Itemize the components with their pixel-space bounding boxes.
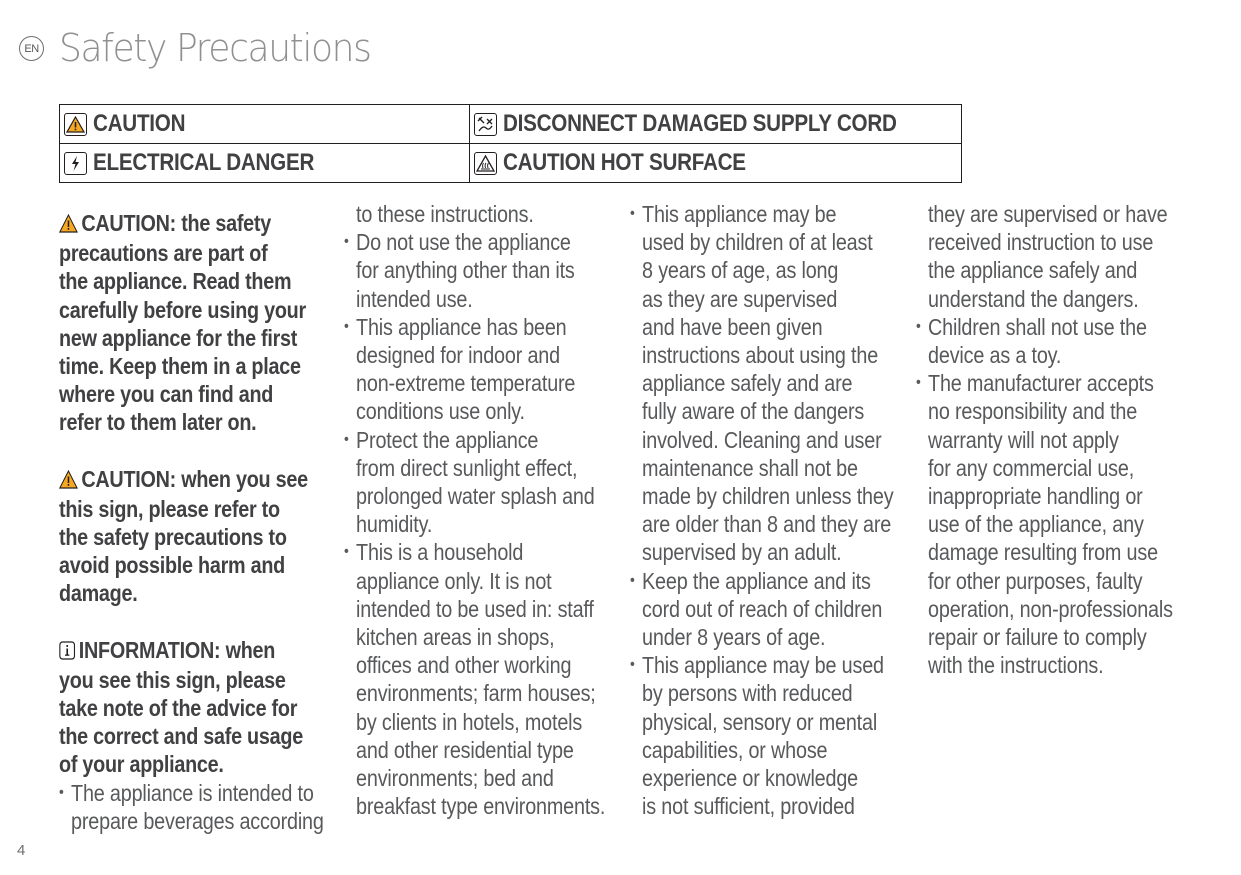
text-line: damage. — [59, 580, 138, 607]
caution-label: CAUTION: — [81, 465, 176, 492]
list-item — [916, 369, 1174, 679]
text-line: they are supervised or have — [928, 201, 1168, 227]
text-line: for anything other than its — [356, 257, 575, 284]
text-line: experience or knowledge — [642, 765, 859, 792]
legend-label: CAUTION — [93, 110, 186, 137]
column-2 — [344, 200, 614, 820]
text-line: you see this sign, please — [59, 666, 286, 693]
text-line: refer to them later on. — [59, 409, 257, 436]
text-line: avoid possible harm and — [59, 552, 285, 579]
text-line: supervised by an adult. — [642, 539, 842, 566]
text-line: under 8 years of age. — [642, 624, 826, 651]
text-line: inappropriate handling or — [928, 483, 1143, 510]
text-line: capabilities, or whose — [642, 736, 828, 763]
column-3 — [630, 200, 910, 820]
legend-label: CAUTION HOT SURFACE — [503, 149, 747, 176]
text-line: the safety — [175, 210, 271, 236]
text-line: designed for indoor and — [356, 342, 560, 369]
text-line: • Protect the appliance — [356, 426, 539, 453]
text-line: • This is a household — [356, 539, 524, 566]
text-line: the correct and safe usage — [59, 723, 303, 750]
text-line: maintenance shall not be — [642, 454, 858, 481]
hot-surface-icon — [474, 152, 497, 175]
list-item — [630, 200, 894, 567]
text-line: intended use. — [356, 285, 473, 312]
text-line: kitchen areas in shops, — [356, 624, 555, 651]
lightning-bolt-icon — [64, 152, 87, 175]
language-badge: EN — [19, 36, 44, 61]
legend-disconnect-cord — [470, 105, 962, 144]
text-line: by persons with reduced — [642, 680, 853, 707]
list-item-continued — [916, 200, 1174, 313]
text-line: of your appliance. — [59, 751, 224, 778]
caution-label: CAUTION: — [81, 210, 176, 236]
page-title: Safety Precautions — [59, 26, 371, 70]
text-line: and have been given — [642, 313, 823, 340]
text-line: appliance only. It is not — [356, 567, 552, 594]
list-item — [344, 426, 595, 539]
unplug-cord-icon — [474, 113, 497, 136]
text-line: damage resulting from use — [928, 539, 1158, 566]
text-line: humidity. — [356, 511, 433, 538]
text-line: non-extreme temperature — [356, 370, 576, 397]
text-line: and other residential type — [356, 736, 574, 763]
information-icon — [59, 638, 75, 666]
column-4 — [916, 200, 1216, 679]
legend-hot-surface — [470, 144, 962, 183]
text-line: cord out of reach of children — [642, 595, 883, 622]
text-line: conditions use only. — [356, 398, 525, 425]
list-item — [344, 538, 606, 820]
list-item-continued — [344, 200, 576, 228]
text-line: operation, non-professionals — [928, 595, 1173, 622]
text-line: environments; bed and — [356, 765, 554, 792]
text-line: new appliance for the first — [59, 324, 298, 351]
text-line: 8 years of age, as long — [642, 257, 839, 284]
text-line: • The manufacturer accepts — [928, 370, 1154, 397]
text-line: • This appliance may be used — [642, 652, 884, 679]
text-line: from direct sunlight effect, — [356, 454, 578, 481]
text-line: device as a toy. — [928, 342, 1062, 369]
text-line: • Keep the appliance and its — [642, 567, 871, 594]
text-line: prepare beverages according — [71, 807, 324, 834]
text-line: as they are supervised — [642, 285, 838, 312]
list-item — [344, 313, 576, 426]
text-line: with the instructions. — [928, 652, 1104, 679]
text-line: time. Keep them in a place — [59, 353, 301, 380]
legend-caution — [60, 105, 470, 144]
text-line: offices and other working — [356, 652, 572, 679]
legend-label: DISCONNECT DAMAGED SUPPLY CORD — [503, 110, 897, 137]
text-line: the appliance. Read them — [59, 268, 292, 295]
text-line: for any commercial use, — [928, 454, 1135, 481]
text-line: involved. Cleaning and user — [642, 426, 882, 453]
text-line: • Children shall not use the — [928, 313, 1147, 340]
text-line: where you can find and — [59, 381, 274, 408]
text-line: warranty will not apply — [928, 426, 1119, 453]
text-line: repair or failure to comply — [928, 624, 1147, 651]
warning-triangle-icon — [59, 467, 78, 495]
text-line: this sign, please refer to — [59, 495, 280, 522]
text-line: when — [220, 636, 276, 663]
text-line: • This appliance has been — [356, 313, 567, 340]
list-item — [630, 651, 884, 820]
information-label: INFORMATION: — [78, 636, 221, 663]
text-line: intended to be used in: staff — [356, 595, 594, 622]
text-line: when you see — [175, 465, 308, 492]
text-line: the safety precautions to — [59, 524, 287, 551]
text-line: instructions about using the — [642, 342, 879, 369]
text-line: • Do not use the appliance — [356, 229, 571, 256]
text-line: for other purposes, faulty — [928, 567, 1143, 594]
legend-electrical-danger — [60, 144, 470, 183]
legend-label: ELECTRICAL DANGER — [93, 149, 315, 176]
caution-sign-paragraph — [59, 465, 308, 608]
text-line: made by children unless they — [642, 483, 894, 510]
list-item — [630, 567, 883, 652]
list-item — [916, 313, 1174, 369]
text-line: to these instructions. — [356, 201, 534, 227]
text-line: precautions are part of — [59, 240, 268, 267]
column-1 — [59, 209, 329, 835]
text-line: is not sufficient, provided — [642, 793, 855, 820]
text-line: breakfast type environments. — [356, 793, 606, 820]
text-line: use of the appliance, any — [928, 511, 1144, 538]
text-line: physical, sensory or mental — [642, 708, 878, 735]
text-line: used by children of at least — [642, 229, 873, 256]
text-line: received instruction to use — [928, 229, 1154, 256]
caution-intro-paragraph — [59, 209, 306, 437]
text-line: no responsibility and the — [928, 398, 1138, 425]
warning-triangle-icon — [64, 113, 87, 136]
text-line: by clients in hotels, motels — [356, 708, 583, 735]
text-line: • The appliance is intended to — [71, 779, 314, 806]
symbol-legend-table — [59, 104, 962, 183]
text-line: fully aware of the dangers — [642, 398, 865, 425]
text-line: prolonged water splash and — [356, 483, 595, 510]
text-line: carefully before using your — [59, 296, 306, 323]
text-line: • This appliance may be — [642, 201, 837, 227]
text-line: the appliance safely and — [928, 257, 1138, 284]
list-item — [59, 779, 324, 835]
text-line: understand the dangers. — [928, 285, 1139, 312]
warning-triangle-icon — [59, 211, 78, 239]
text-line: appliance safely and are — [642, 370, 853, 397]
text-line: take note of the advice for — [59, 695, 298, 722]
text-line: environments; farm houses; — [356, 680, 596, 707]
text-line: are older than 8 and they are — [642, 511, 892, 538]
page-number: 4 — [17, 842, 26, 859]
information-paragraph — [59, 636, 303, 779]
list-item — [344, 228, 576, 313]
